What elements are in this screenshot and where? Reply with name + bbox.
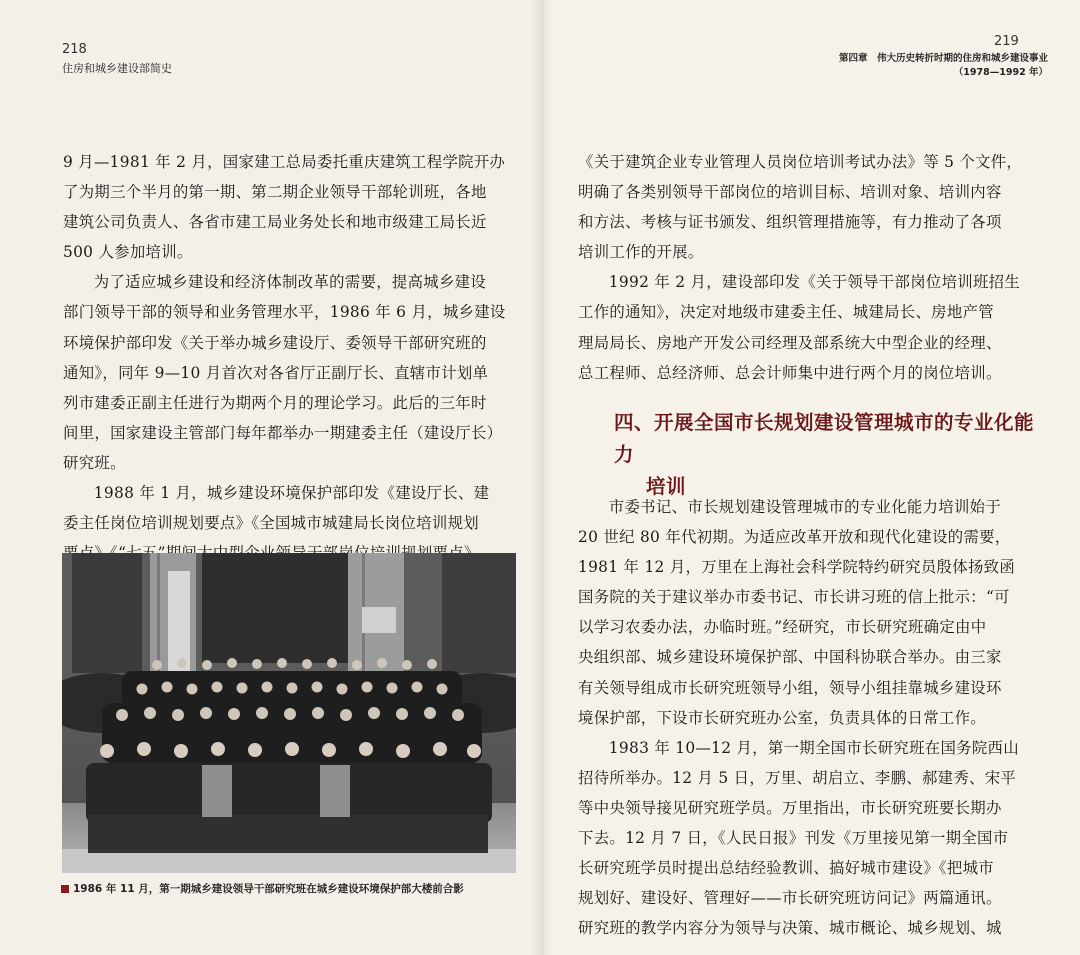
section-heading: 四、开展全国市长规划建设管理城市的专业化能力 培训: [614, 411, 1035, 498]
group-photo: [62, 553, 516, 873]
book-gutter: [530, 0, 554, 955]
right-paragraph-1: 《关于建筑企业专业管理人员岗位培训考试办法》等 5 个文件， 明确了各类别领导干部岗位的培训目标、培训对象、培训内容 和方法、考核与证书颁发、组织管理措施等，有力推动了各项 培训工作的开展。: [578, 153, 1023, 262]
right-paragraph-3: 市委书记、市长规划建设管理城市的专业化能力培训始于 20 世纪 80 年代初期。为适应改革开放和现代化建设的需要， 1981 年 12 月，万里在上海社会科学院特约研究员殷体扬致函 国务院的关于建议举办市委书记、市长讲习班的信上批示：“可 以学习农委办法，办临时班。”经研究，市长研究班确定由中 央组织部、城乡建设环境保护部、中国科协联合举办。由三家 有关领导组成市长研究班领导小组，领导小组挂靠城乡建设环 境保护部，下设市长研究班办公室，负责具体的日常工作。: [578, 498, 1016, 727]
left-page-number: 218: [62, 42, 87, 57]
right-text-column-top: [578, 147, 1038, 388]
building-sign: [168, 571, 190, 671]
left-paragraph-2: 为了适应城乡建设和经济体制改革的需要，提高城乡建设 部门领导干部的领导和业务管理水平，1986 年 6 月，城乡建设 环境保护部印发《关于举办城乡建设厅、委领导干部研究班的 通知》，同年 9—10 月首次对各省厅正副厅长、直辖市计划单 列市建委正副主任进行为期两个月的理论学习。此后的三年时 间里，国家建设主管部门每年都举办一期建委主任（建设厅长） 研究班。: [63, 273, 506, 472]
group-photo-illustration: [62, 553, 516, 873]
left-running-head: 住房和城乡建设部简史: [62, 62, 172, 75]
right-running-head: 第四章 伟大历史转折时期的住房和城乡建设事业 （1978—1992 年）: [838, 53, 1048, 78]
photo-caption: 1986 年 11 月，第一期城乡建设领导干部研究班在城乡建设环境保护部大楼前合影: [61, 881, 464, 896]
caption-marker: [61, 885, 69, 893]
right-paragraph-4: 1983 年 10—12 月，第一期全国市长研究班在国务院西山 招待所举办。12 月 5 日，万里、胡启立、李鹏、郝建秀、宋平 等中央领导接见研究班学员。万里指出，市长研究班要长期办 下去。12 月 7 日，《人民日报》刊发《万里接见第一期全国市 长研究班学员时提出总结经验教训、搞好城市建设》《把城市 规划好、建设好、管理好——市长研究班访问记》两篇通讯。 研究班的教学内容分为领导与决策、城市概论、城乡规划、城: [578, 738, 1019, 938]
left-paragraph-1: 9 月—1981 年 2 月，国家建工总局委托重庆建筑工程学院开办 了为期三个半月的第一期、第二期企业领导干部轮训班，各地 建筑公司负责人、各省市建工局业务处长和地市级建工局长近 500 人参加培训。: [63, 153, 506, 262]
left-text-column: [63, 147, 533, 568]
left-paragraph-3: 1988 年 1 月，城乡建设环境保护部印发《建设厅长、建 委主任岗位培训规划要点》《全国城市城建局长岗位培训规划: [63, 484, 490, 533]
right-paragraph-2: 1992 年 2 月，建设部印发《关于领导干部岗位培训班招生 工作的通知》，决定对地级市建委主任、城建局长、房地产管 理局局长、房地产开发公司经理及部系统大中型企业的经理、 总工程师、总经济师、总会计师集中进行两个月的岗位培训。: [578, 273, 1021, 382]
right-page-number: 219: [994, 34, 1019, 49]
right-text-column-bottom: [578, 492, 1038, 943]
